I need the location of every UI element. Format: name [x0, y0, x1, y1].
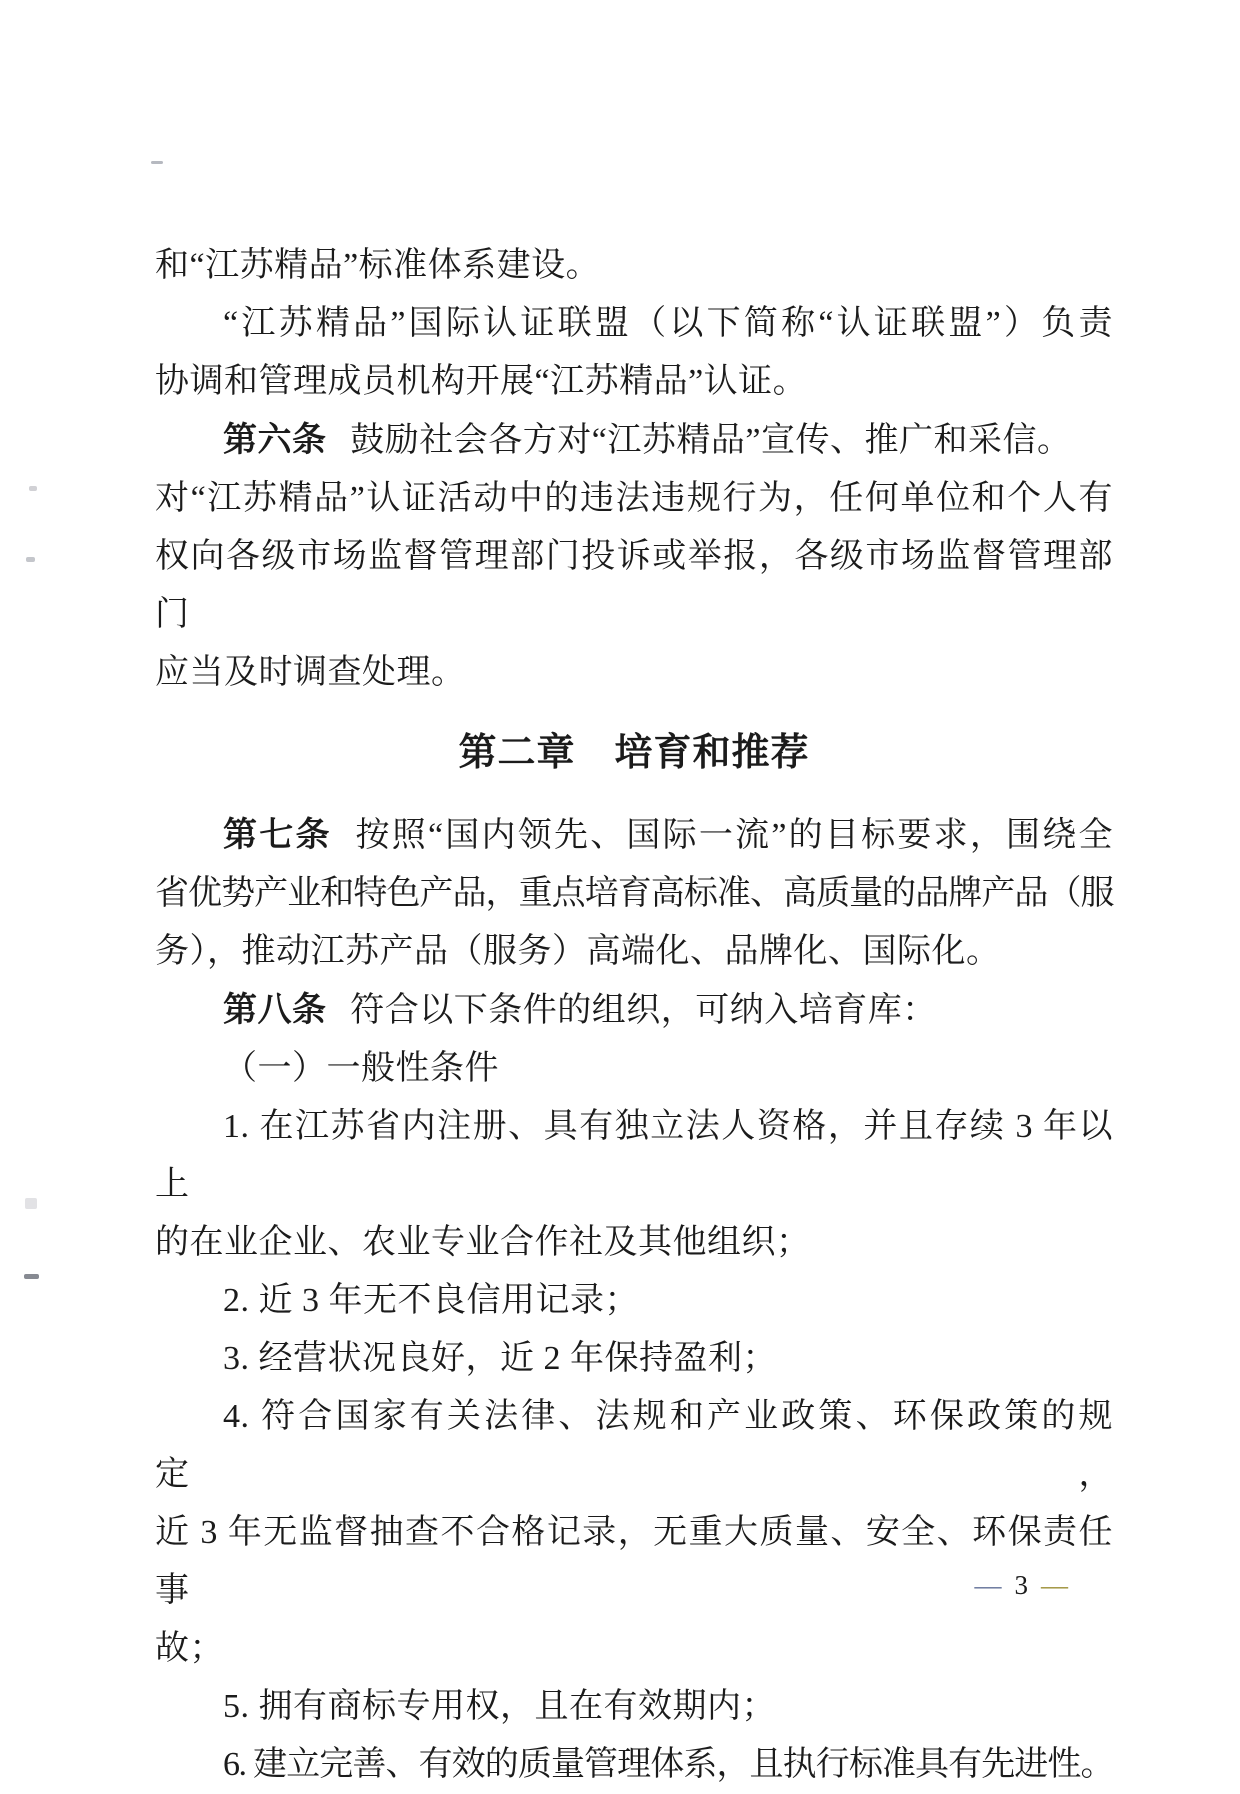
- text-line: “江苏精品”国际认证联盟（以下简称“认证联盟”）负责: [223, 305, 1113, 342]
- article-6-text: 鼓励社会各方对“江苏精品”宣传、推广和采信。: [350, 422, 1072, 459]
- text-line: 应当及时调查处理。: [155, 654, 466, 691]
- scan-artifact: [25, 1198, 37, 1209]
- scan-artifact: [24, 1274, 39, 1279]
- text-line: 务），推动江苏产品（服务）高端化、品牌化、国际化。: [155, 933, 1001, 970]
- text-line: 和“江苏精品”标准体系建设。: [155, 247, 601, 284]
- text-line: 协调和管理成员机构开展“江苏精品”认证。: [155, 363, 808, 400]
- list-item-5-line: 5. 拥有商标专用权，且在有效期内；: [223, 1688, 776, 1725]
- text-line: 权向各级市场监督管理部门投诉或举报，各级市场监督管理部门: [155, 538, 1113, 633]
- scan-artifact: [151, 161, 163, 164]
- article-8-text: 符合以下条件的组织，可纳入培育库：: [350, 992, 937, 1029]
- article-6-label: 第六条: [223, 421, 327, 459]
- document-body: [155, 237, 1113, 1794]
- article-7-text: 按照“国内领先、国际一流”的目标要求，围绕全: [355, 817, 1114, 854]
- article-8-line: [155, 981, 1113, 1040]
- article-7-label: 第七条: [223, 816, 332, 854]
- list-item-4-line: 4. 符合国家有关法律、法规和产业政策、环保政策的规定，: [155, 1398, 1113, 1493]
- article-8-label: 第八条: [223, 991, 327, 1029]
- text-line: 近 3 年无监督抽查不合格记录，无重大质量、安全、环保责任事: [155, 1514, 1113, 1609]
- list-item-6-line: 6. 建立完善、有效的质量管理体系，且执行标准具有先进性。: [223, 1746, 1113, 1783]
- text-line: 故；: [155, 1630, 224, 1667]
- text-line: 的在业企业、农业专业合作社及其他组织；: [155, 1224, 811, 1261]
- page-number-value: 3: [1014, 1570, 1028, 1600]
- text-line: 省优势产业和特色产品，重点培育高标准、高质量的品牌产品（服: [155, 875, 1113, 912]
- text-line: （一）一般性条件: [223, 1050, 499, 1087]
- article-7-line: [155, 806, 1113, 865]
- article-6-line: [155, 411, 1113, 470]
- page-number-dash-left: —: [974, 1570, 1002, 1600]
- scan-artifact: [26, 557, 35, 562]
- text-line: 对“江苏精品”认证活动中的违法违规行为，任何单位和个人有: [155, 480, 1113, 517]
- page-number: [975, 1568, 1069, 1602]
- list-item-2-line: 2. 近 3 年无不良信用记录；: [223, 1282, 639, 1319]
- chapter-heading: 第二章 培育和推荐: [458, 732, 810, 774]
- scan-artifact: [29, 486, 37, 491]
- list-item-1-line: 1. 在江苏省内注册、具有独立法人资格，并且存续 3 年以上: [155, 1108, 1113, 1203]
- page-number-dash-right: —: [1041, 1570, 1068, 1600]
- list-item-3-line: 3. 经营状况良好，近 2 年保持盈利；: [223, 1340, 777, 1377]
